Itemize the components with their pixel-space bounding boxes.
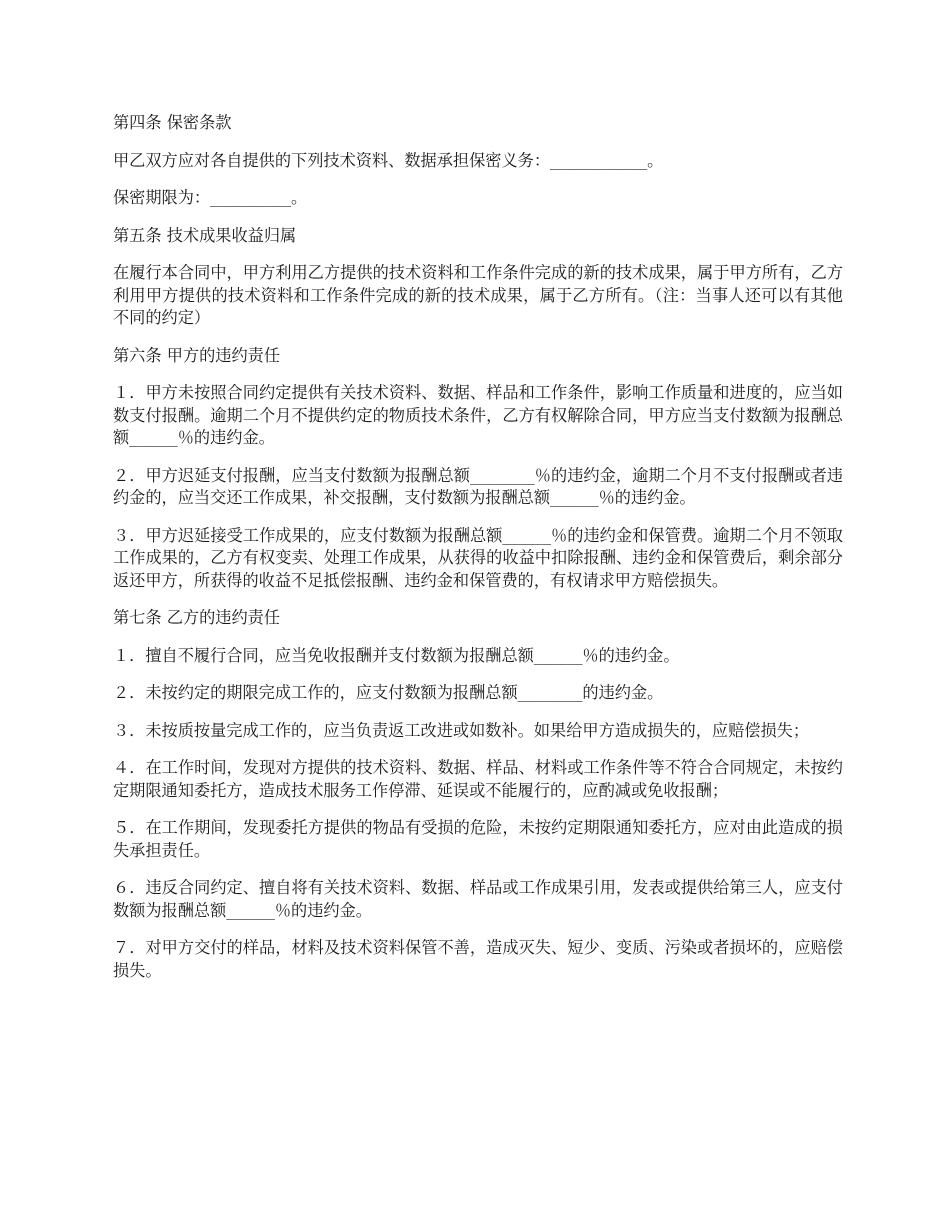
article-5-heading: 第五条 技术成果收益归属 [113,225,297,245]
article-5-paragraph-1: 在履行本合同中，甲方利用乙方提供的技术资料和工作条件完成的新的技术成果，属于甲方所有，乙方利用甲方提供的技术资料和工作条件完成的新的技术成果，属于乙方所有。（注：当事人还可以有其他不同的约定） [113,263,843,327]
article-6-clause-2: ２．甲方迟延支付报酬，应当支付数额为报酬总额________％的违约金，逾期二个月不支付报酬或者违约金的，应当交还工作成果，补交报酬，支付数额为报酬总额______％的违约金。 [113,465,843,507]
article-7-clause-1: １．擅自不履行合同，应当免收报酬并支付数额为报酬总额______％的违约金。 [113,645,680,665]
article-7-clause-3: ３．未按质按量完成工作的，应当负责返工改进或如数补。如果给甲方造成损失的，应赔偿损失； [113,720,810,740]
article-6-clause-3: ３．甲方迟延接受工作成果的，应支付数额为报酬总额______％的违约金和保管费。逾期二个月不领取工作成果的，乙方有权变卖、处理工作成果，从获得的收益中扣除报酬、违约金和保管费后，剩余部分返还甲方，所获得的收益不足抵偿报酬、违约金和保管费的，有权请求甲方赔偿损失。 [113,525,843,590]
article-6-heading: 第六条 甲方的违约责任 [113,345,281,365]
article-7-clause-6: ６．违反合同约定、擅自将有关技术资料、数据、样品或工作成果引用，发表或提供给第三人，应支付数额为报酬总额______％的违约金。 [113,878,843,920]
article-7-clause-5: ５．在工作期间，发现委托方提供的物品有受损的危险，未按约定期限通知委托方，应对由此造成的损失承担责任。 [113,818,843,860]
article-7-clause-7: ７．对甲方交付的样品，材料及技术资料保管不善，造成灭失、短少、变质、污染或者损坏的，应赔偿损失。 [113,938,843,980]
article-4-paragraph-2: 保密期限为：__________。 [113,188,308,207]
contract-document [113,112,843,997]
article-7-clause-2: ２．未按约定的期限完成工作的，应支付数额为报酬总额________的违约金。 [113,683,664,702]
article-4-heading: 第四条 保密条款 [113,113,232,132]
article-7-heading: 第七条 乙方的违约责任 [113,608,281,627]
article-4-paragraph-1: 甲乙双方应对各自提供的下列技术资料、数据承担保密义务：____________。 [113,150,664,170]
article-7-clause-4: ４．在工作时间，发现对方提供的技术资料、数据、样品、材料或工作条件等不符合合同规定，未按约定期限通知委托方，造成技术服务工作停滞、延误或不能履行的，应酌减或免收报酬； [113,758,843,800]
article-6-clause-1: １．甲方未按照合同约定提供有关技术资料、数据、样品和工作条件，影响工作质量和进度的，应当如数支付报酬。逾期二个月不提供约定的物质技术条件，乙方有权解除合同，甲方应当支付数额为报酬总额______％的违约金。 [113,383,843,447]
